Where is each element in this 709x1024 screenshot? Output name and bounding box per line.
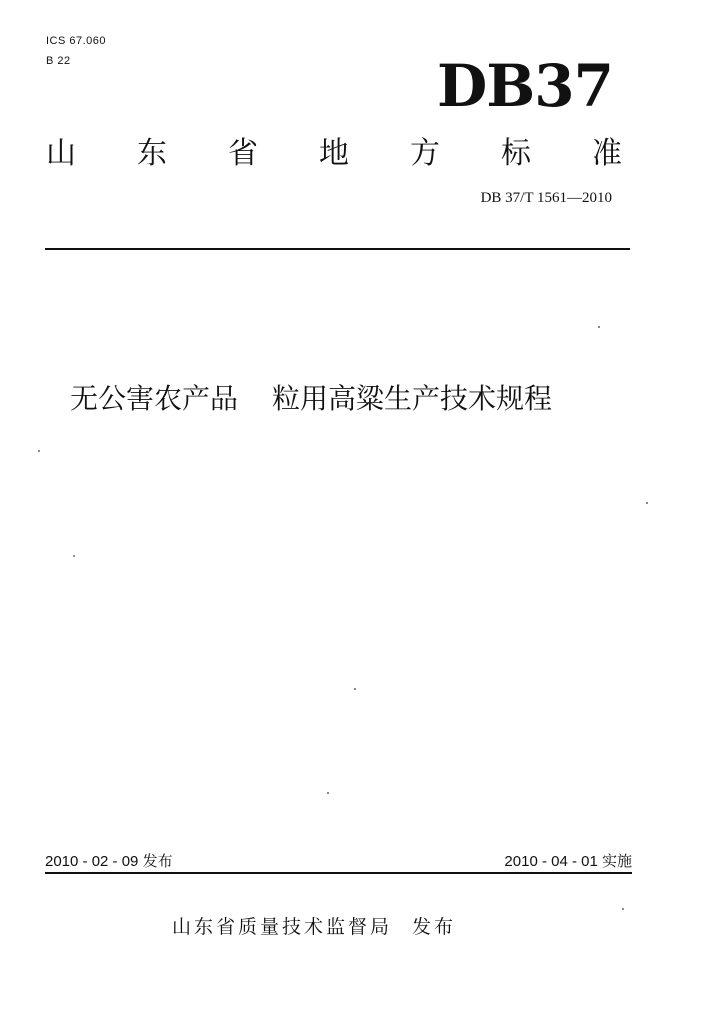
authority-title-char: 山 xyxy=(46,136,76,171)
scan-speck xyxy=(73,555,75,557)
issue-date: 2010 - 02 - 09 发布 xyxy=(45,853,173,870)
authority-title-char: 省 xyxy=(228,136,258,171)
authority-title-char: 东 xyxy=(137,136,167,171)
standard-number: DB 37/T 1561—2010 xyxy=(480,190,612,206)
authority-title-char: 标 xyxy=(501,136,531,171)
footer-rule xyxy=(45,872,632,874)
issuer-action: 发布 xyxy=(412,916,457,938)
document-title-part1: 无公害农产品 xyxy=(70,382,239,415)
authority-title-char: 方 xyxy=(410,136,440,171)
authority-title xyxy=(46,134,622,174)
authority-title-char: 准 xyxy=(592,136,622,171)
issuer-line xyxy=(172,914,456,940)
ccs-code: B 22 xyxy=(46,55,71,67)
document-title xyxy=(70,380,630,418)
ics-code: ICS 67.060 xyxy=(46,35,107,47)
scan-speck xyxy=(327,792,329,794)
db37-logo: DB37 xyxy=(436,52,613,120)
scan-speck xyxy=(598,326,600,328)
scan-speck xyxy=(38,450,40,452)
header-rule xyxy=(45,248,630,250)
scan-speck xyxy=(646,502,648,504)
authority-title-char: 地 xyxy=(319,136,349,171)
document-title-part2: 粒用高粱生产技术规程 xyxy=(272,382,553,415)
scan-speck xyxy=(622,908,624,910)
implementation-date: 2010 - 04 - 01 实施 xyxy=(504,853,632,870)
scan-speck xyxy=(354,688,356,690)
issuer-name: 山东省质量技术监督局 xyxy=(172,916,393,938)
